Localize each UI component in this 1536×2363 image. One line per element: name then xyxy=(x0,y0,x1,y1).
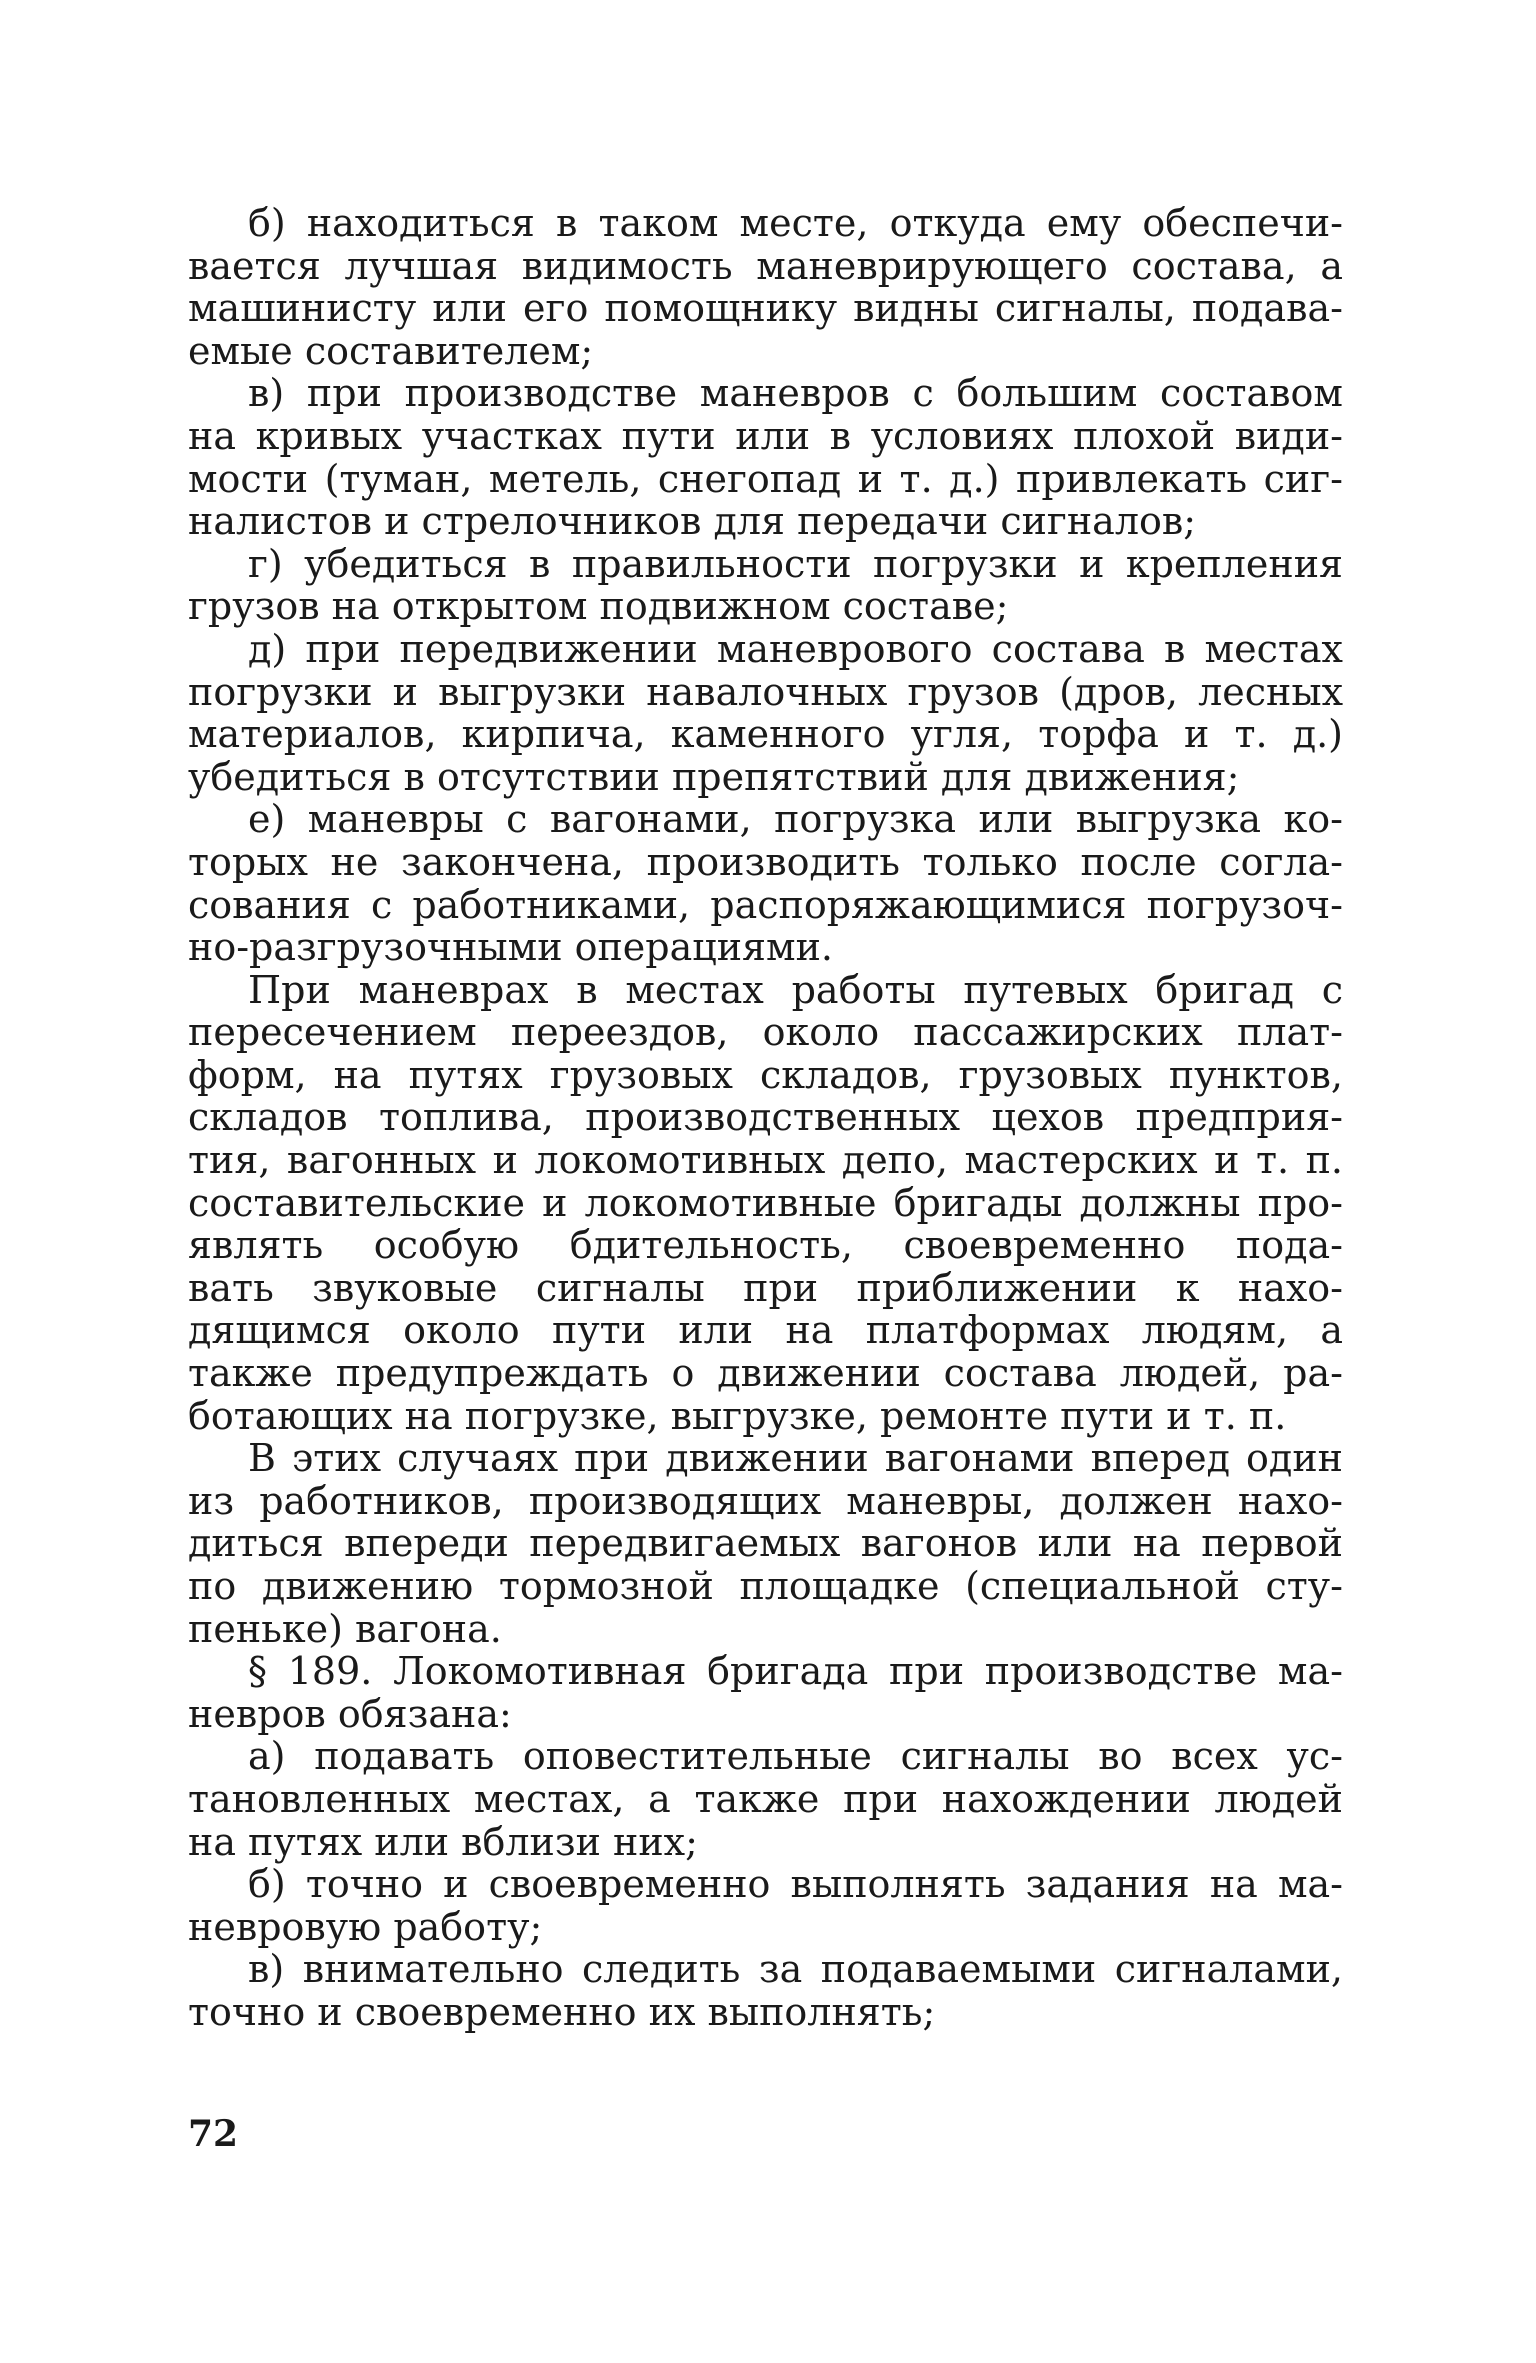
section-paragraph xyxy=(188,1650,1343,1735)
text-line: погрузки и выгрузки навалочных грузов (дров, лесных xyxy=(188,669,1343,714)
text-line: на кривых участках пути или в условиях плохой види- xyxy=(188,413,1343,458)
text-line: вается лучшая видимость маневрирующего состава, а xyxy=(188,243,1343,288)
paragraph xyxy=(188,543,1343,628)
text-line: в) при производстве маневров с большим составом xyxy=(248,371,1343,416)
text-line: торых не закончена, производить только после согла- xyxy=(188,839,1343,884)
text-line: е) маневры с вагонами, погрузка или выгрузка ко- xyxy=(248,797,1343,842)
text-line: вать звуковые сигналы при приближении к нахо- xyxy=(188,1265,1343,1310)
text-line: В этих случаях при движении вагонами вперед один xyxy=(248,1436,1343,1481)
text-line: материалов, кирпича, каменного угля, торфа и т. д.) xyxy=(188,712,1343,757)
page-number: 72 xyxy=(188,2113,239,2155)
text-line: емые составителем; xyxy=(188,328,594,373)
paragraph xyxy=(188,202,1343,372)
text-line: налистов и стрелочников для передачи сигналов; xyxy=(188,499,1197,544)
text-line: по движению тормозной площадке (специальной сту- xyxy=(188,1564,1343,1608)
text-line: тановленных местах, а также при нахождении людей xyxy=(188,1776,1343,1821)
text-line: машинисту или его помощнику видны сигналы, подава- xyxy=(188,286,1343,331)
text-line: являть особую бдительность, своевременно пода- xyxy=(188,1223,1343,1268)
text-line: складов топлива, производственных цехов предприя- xyxy=(188,1095,1343,1140)
paragraph xyxy=(188,628,1343,798)
text-line: форм, на путях грузовых складов, грузовых пунктов, xyxy=(188,1052,1343,1097)
paragraph xyxy=(188,1437,1343,1650)
text-line: диться впереди передвигаемых вагонов или на первой xyxy=(188,1521,1343,1566)
text-line: пеньке) вагона. xyxy=(188,1606,502,1651)
text-line: ботающих на погрузке, выгрузке, ремонте пути и т. п. xyxy=(188,1393,1287,1438)
paragraph xyxy=(188,372,1343,542)
paragraph xyxy=(188,1863,1343,1948)
text-line: мости (туман, метель, снегопад и т. д.) привлекать сиг- xyxy=(188,456,1343,501)
text-line: из работников, производящих маневры, должен нахо- xyxy=(188,1478,1343,1523)
text-line: дящимся около пути или на платформах людям, а xyxy=(188,1308,1343,1353)
paragraph xyxy=(188,1948,1343,2033)
text-line: пересечением переездов, около пассажирских плат- xyxy=(188,1010,1343,1055)
text-line: на путях или вблизи них; xyxy=(188,1819,698,1864)
text-line: убедиться в отсутствии препятствий для движения; xyxy=(188,754,1240,799)
text-line: тия, вагонных и локомотивных депо, мастерских и т. п. xyxy=(188,1138,1343,1183)
text-line: При маневрах в местах работы путевых бригад с xyxy=(248,967,1343,1012)
text-line: д) при передвижении маневрового состава в местах xyxy=(248,626,1343,671)
paragraph xyxy=(188,969,1343,1438)
text-line: г) убедиться в правильности погрузки и крепления xyxy=(248,541,1343,586)
text-line: точно и своевременно их выполнять; xyxy=(188,1989,936,2034)
text-line: грузов на открытом подвижном составе; xyxy=(188,584,1009,629)
text-line: сования с работниками, распоряжающимися погрузоч- xyxy=(188,882,1343,927)
text-line: но-разгрузочными операциями. xyxy=(188,925,833,970)
text-line: § 189. Локомотивная бригада при производстве ма- xyxy=(248,1649,1343,1694)
text-line: а) подавать оповестительные сигналы во всех ус- xyxy=(248,1734,1343,1779)
paragraph xyxy=(188,798,1343,968)
text-line: также предупреждать о движении состава людей, ра- xyxy=(188,1351,1343,1396)
page-body xyxy=(188,202,1343,2162)
text-line: б) находиться в таком месте, откуда ему обеспечи- xyxy=(248,201,1343,245)
text-line: б) точно и своевременно выполнять задания на ма- xyxy=(248,1862,1343,1907)
text-line: невров обязана: xyxy=(188,1691,512,1736)
text-line: составительские и локомотивные бригады должны про- xyxy=(188,1180,1343,1225)
text-line: невровую работу; xyxy=(188,1904,543,1949)
text-line: в) внимательно следить за подаваемыми сигналами, xyxy=(248,1947,1343,1992)
paragraph xyxy=(188,1735,1343,1863)
